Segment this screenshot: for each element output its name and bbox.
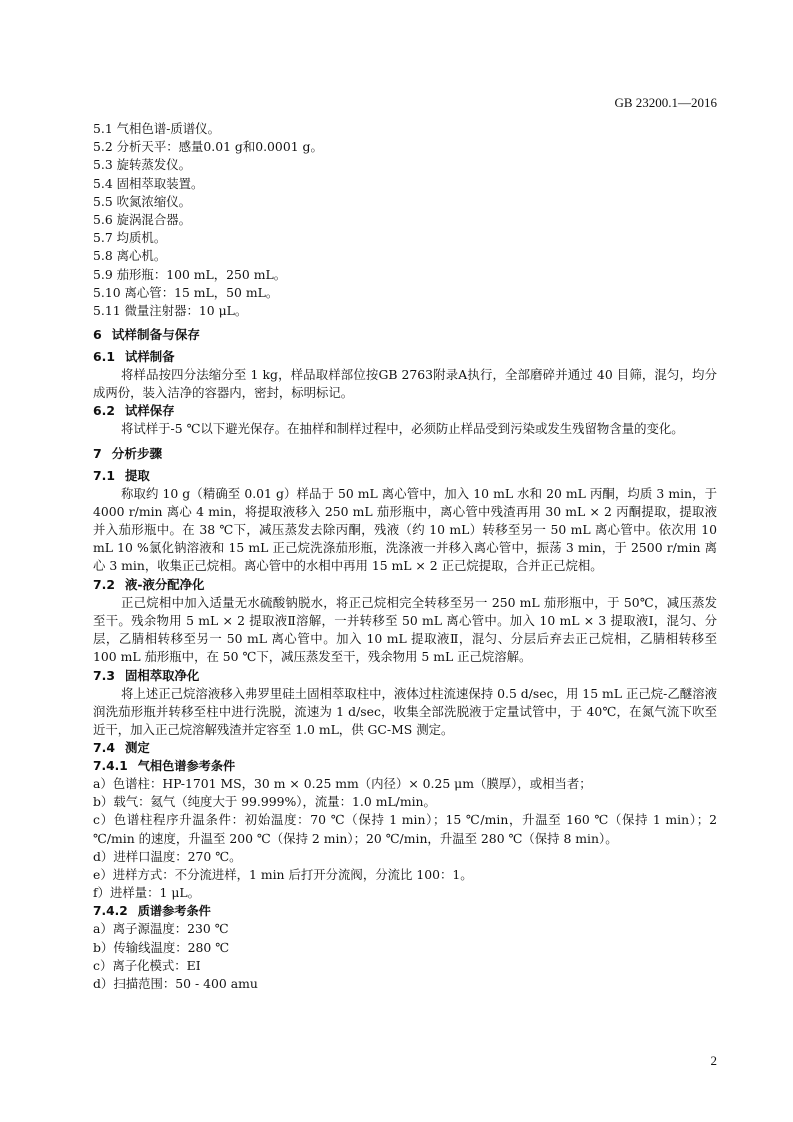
list-item: 5.7 均质机。	[93, 230, 167, 246]
section-title: 试样保存	[124, 403, 175, 419]
list-item: 5.8 离心机。	[93, 248, 167, 264]
section-number: 7.4.1	[93, 759, 128, 774]
list-item: 5.3 旋转蒸发仪。	[93, 157, 191, 173]
list-item: d）进样口温度：270 ℃。	[93, 848, 242, 864]
list-item: 5.5 吹氮浓缩仪。	[93, 193, 191, 209]
section-number: 7	[93, 445, 102, 461]
section-7-heading	[93, 445, 717, 463]
list-item: a）离子源温度：230 ℃	[93, 921, 229, 937]
list-item: c）色谱柱程序升温条件：初始温度：70 ℃（保持 1 min）；15 ℃/min，升温至 160 ℃（保持 1 min）；2 ℃/min 的速度，升温至 200 ℃（保持 2 min）；20 ℃/min，升温至 280 ℃（保持 8 min）。	[93, 812, 717, 846]
document-body	[93, 120, 717, 993]
section-7-2-heading	[93, 576, 717, 594]
list-item: 5.4 固相萃取装置。	[93, 175, 204, 191]
section-title: 试样制备与保存	[111, 327, 200, 343]
paragraph: 将上述正己烷溶液移入弗罗里硅土固相萃取柱中，液体过柱流速保持 0.5 d/sec，用 15 mL 正己烷-乙醚溶液润洗茄形瓶并转移至柱中进行洗脱，流速为 1 d/sec，收集全部洗脱液于定量试管中，于 40℃，在氮气流下吹至近干，加入正己烷溶解残渣并定容至 1.0 mL，供 GC-MS 测定。	[93, 685, 717, 737]
section-title: 液-液分配净化	[124, 576, 205, 592]
list-item: e）进样方式：不分流进样，1 min 后打开分流阀，分流比 100：1。	[93, 867, 473, 883]
section-title: 气相色谱参考条件	[137, 759, 236, 774]
list-item: 5.11 微量注射器：10 μL。	[93, 302, 248, 318]
list-item: b）载气：氦气（纯度大于 99.999%），流量：1.0 mL/min。	[93, 794, 436, 810]
list-item: a）色谱柱：HP-1701 MS，30 m × 0.25 mm（内径）× 0.25 μm（膜厚），或相当者；	[93, 776, 592, 792]
section-number: 6.2	[93, 403, 115, 419]
section-title: 提取	[124, 467, 150, 483]
section-7-4-heading	[93, 739, 717, 757]
section-number: 7.1	[93, 467, 115, 483]
section-7-3-heading	[93, 667, 717, 685]
section-title: 固相萃取净化	[124, 667, 200, 683]
gc-conditions-list	[93, 775, 717, 902]
section-6-heading	[93, 326, 717, 344]
paragraph: 正己烷相中加入适量无水硫酸钠脱水，将正己烷相完全转移至另一 250 mL 茄形瓶中，于 50℃，减压蒸发至干。残余物用 5 mL × 2 提取液Ⅱ溶解，一并转移至 50 mL 离心管中。加入 10 mL × 3 提取液Ⅰ，混匀、分层，乙腈相转移至另一 50 mL 离心管中。加入 10 mL 提取液Ⅱ，混匀、分层后弃去正己烷相，乙腈相转移至 100 mL 茄形瓶中，在 50 ℃下，减压蒸发至干，残余物用 5 mL 正己烷溶解。	[93, 594, 717, 665]
equipment-list	[93, 120, 717, 320]
section-number: 7.3	[93, 667, 115, 683]
section-title: 测定	[124, 740, 150, 756]
ms-conditions-list	[93, 920, 717, 993]
section-number: 7.4.2	[93, 904, 128, 919]
paragraph: 称取约 10 g（精确至 0.01 g）样品于 50 mL 离心管中，加入 10 mL 水和 20 mL 丙酮，均质 3 min，于 4000 r/min 离心 4 min，将提取液移入 250 mL 茄形瓶中，离心管中残渣再用 30 mL × 2 丙酮提取，提取液并入茄形瓶中。在 38 ℃下，减压蒸发去除丙酮，残液（约 10 mL）转移至另一 50 mL 离心管中。依次用 10 mL 10 %氯化钠溶液和 15 mL 正己烷洗涤茄形瓶，洗涤液一并移入离心管中，振荡 3 min，于 2500 r/min 离心 3 min，收集正己烷相。离心管中的水相中再用 15 mL × 2 正己烷提取，合并正己烷相。	[93, 485, 717, 574]
list-item: 5.9 茄形瓶：100 mL，250 mL。	[93, 266, 287, 282]
list-item: 5.6 旋涡混合器。	[93, 211, 191, 227]
paragraph: 将试样于-5 ℃以下避光保存。在抽样和制样过程中，必须防止样品受到污染或发生残留物含量的变化。	[121, 421, 684, 437]
list-item: c）离子化模式：EI	[93, 957, 201, 973]
section-number: 6.1	[93, 349, 115, 365]
section-7-1-heading	[93, 467, 717, 485]
section-number: 7.2	[93, 576, 115, 592]
paragraph: 将样品按四分法缩分至 1 kg，样品取样部位按GB 2763附录A执行，全部磨碎并通过 40 目筛，混匀，均分成两份，装入洁净的容器内，密封，标明标记。	[93, 367, 717, 401]
section-7-4-2-heading	[93, 902, 717, 920]
list-item: d）扫描范围：50 - 400 amu	[93, 976, 258, 992]
section-title: 试样制备	[124, 349, 175, 365]
section-6-2-heading	[93, 402, 717, 420]
list-item: f）进样量：1 μL。	[93, 885, 201, 901]
standard-code: GB 23200.1—2016	[614, 95, 717, 110]
section-title: 质谱参考条件	[137, 904, 211, 919]
list-item: 5.10 离心管：15 mL，50 mL。	[93, 284, 279, 300]
section-7-4-1-heading	[93, 757, 717, 775]
section-number: 7.4	[93, 740, 115, 756]
page-number: 2	[710, 1053, 717, 1068]
section-title: 分析步骤	[111, 445, 163, 461]
list-item: b）传输线温度：280 ℃	[93, 939, 230, 955]
section-number: 6	[93, 327, 102, 343]
list-item: 5.2 分析天平：感量0.01 g和0.0001 g。	[93, 139, 323, 155]
section-6-1-heading	[93, 348, 717, 366]
list-item: 5.1 气相色谱-质谱仪。	[93, 121, 220, 136]
